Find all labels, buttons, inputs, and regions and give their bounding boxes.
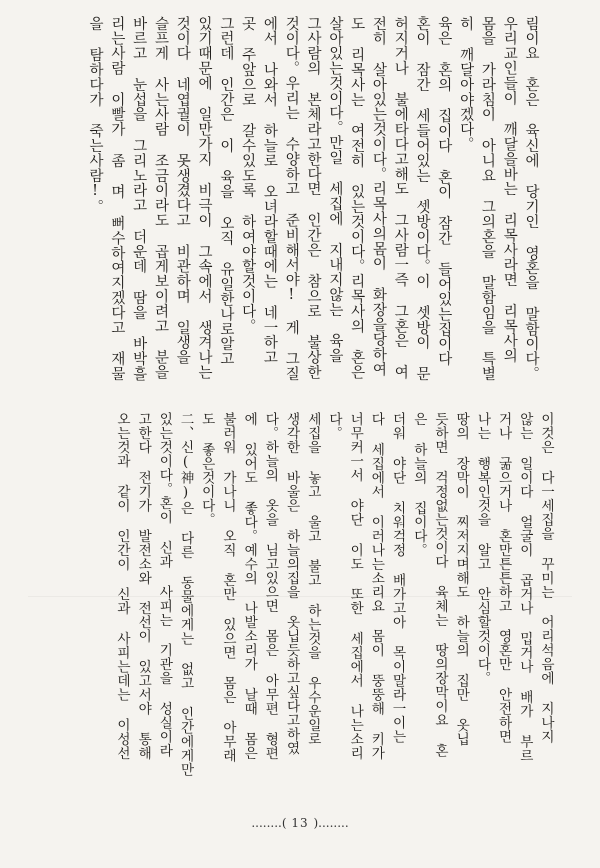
folio-right-dots: )........ <box>313 816 349 830</box>
page-folio <box>0 816 600 830</box>
folio-left-dots: ........( <box>251 816 287 830</box>
lower-text-block: 이것은 다一세집을 꾸미는 어리석음에 지나지 않는 일이다 얼굴이 곱거나 밉거나 배가 부르 거나 굶으거나 혼만튼튼하고 영혼만 안전하면 나는 행복인것을 알고 안심할것이다。 땅의 장막이 찌저지며해도 하늘의 집만 옷닙 듯하면 걱정없는것이다 육체는 땅의장막이요 혼 은 하늘의 집이다。 더워 야단 치워걱정 배가고아 목이말라一이는 다 세집에서 이러나는소리요 몸이 뚱뚱해 키가 너무커一서 야단 이도 또한 세집에서 나는소리 다。 세집을 놓고 울고 불고 하는것을 우수운일로 생각한 바울은 하늘의집을 옷닙듯하고싶다고하였 다。하늘의 옷을 님고있으면 몸은 아무편 형편 에 있어도 좋다。예수의 나발소리가 날때 몸은 불러워 가나니 오직 혼만 있으면 몸은 아무래 도 좋은것이다。 二、신(神)은 다른 동물에게는 없고 인간에게만 있는것이다。혼이 신과 사피는 기관을 성실이라 고한다 전기가 발전소와 전선이 있고서야 통해 오는것과 같이 인간이 신과 사피는데는 이성선 <box>113 412 554 777</box>
page-number: 13 <box>291 816 309 830</box>
section-divider <box>28 596 572 597</box>
upper-text-block: 림이요 혼은 육신에 당기인 영혼을 말함이다。 우리교인들이 깨달을바는 리목사라면 리목사의 몸을 가라침이 아니요 그의혼을 말함임을 특별 히 깨달아야겠다。 육은 혼의 집이다 혼이 잠간 들어있는집이다 혼이 잠간 세들어있는 셋방이다。이 셋방이 문 허지거나 불에타다고해도 그사람一즉 그혼은 여 전히 살아있는것이다。리목사의몸이 화장을당하여 도 리목사는 여전히 있는것이다。리목사의 혼은 살아있는것이다。만일 세집에 지내지않는 육을 그사람의 본체라고한다면 인간은 참으로 불상한 것이다。우리는 수양하고 준비해서야! 게 그질 에서 나와서 하늘로 오녀라할때에는 네一하고 곳 주앞으로 갈수있도록 하여야할것이다。 그런데 인간은 이 육을 오직 유일한나로알고 있기때문에 일만가지 비극이 그속에서 생겨나는 것이다 네엽궐이 못생겼다고 비관하며 일생을 슬프게 사는사람 조금이라도 곱게보이려고 분을 바르고 눈섭을 그리노라고 더운데 땀을 바박흘 리는사람 이빨가 좀 며 뻐수하여지겠다고 재물 을 탐하다가 죽는사람!。 <box>87 16 539 382</box>
